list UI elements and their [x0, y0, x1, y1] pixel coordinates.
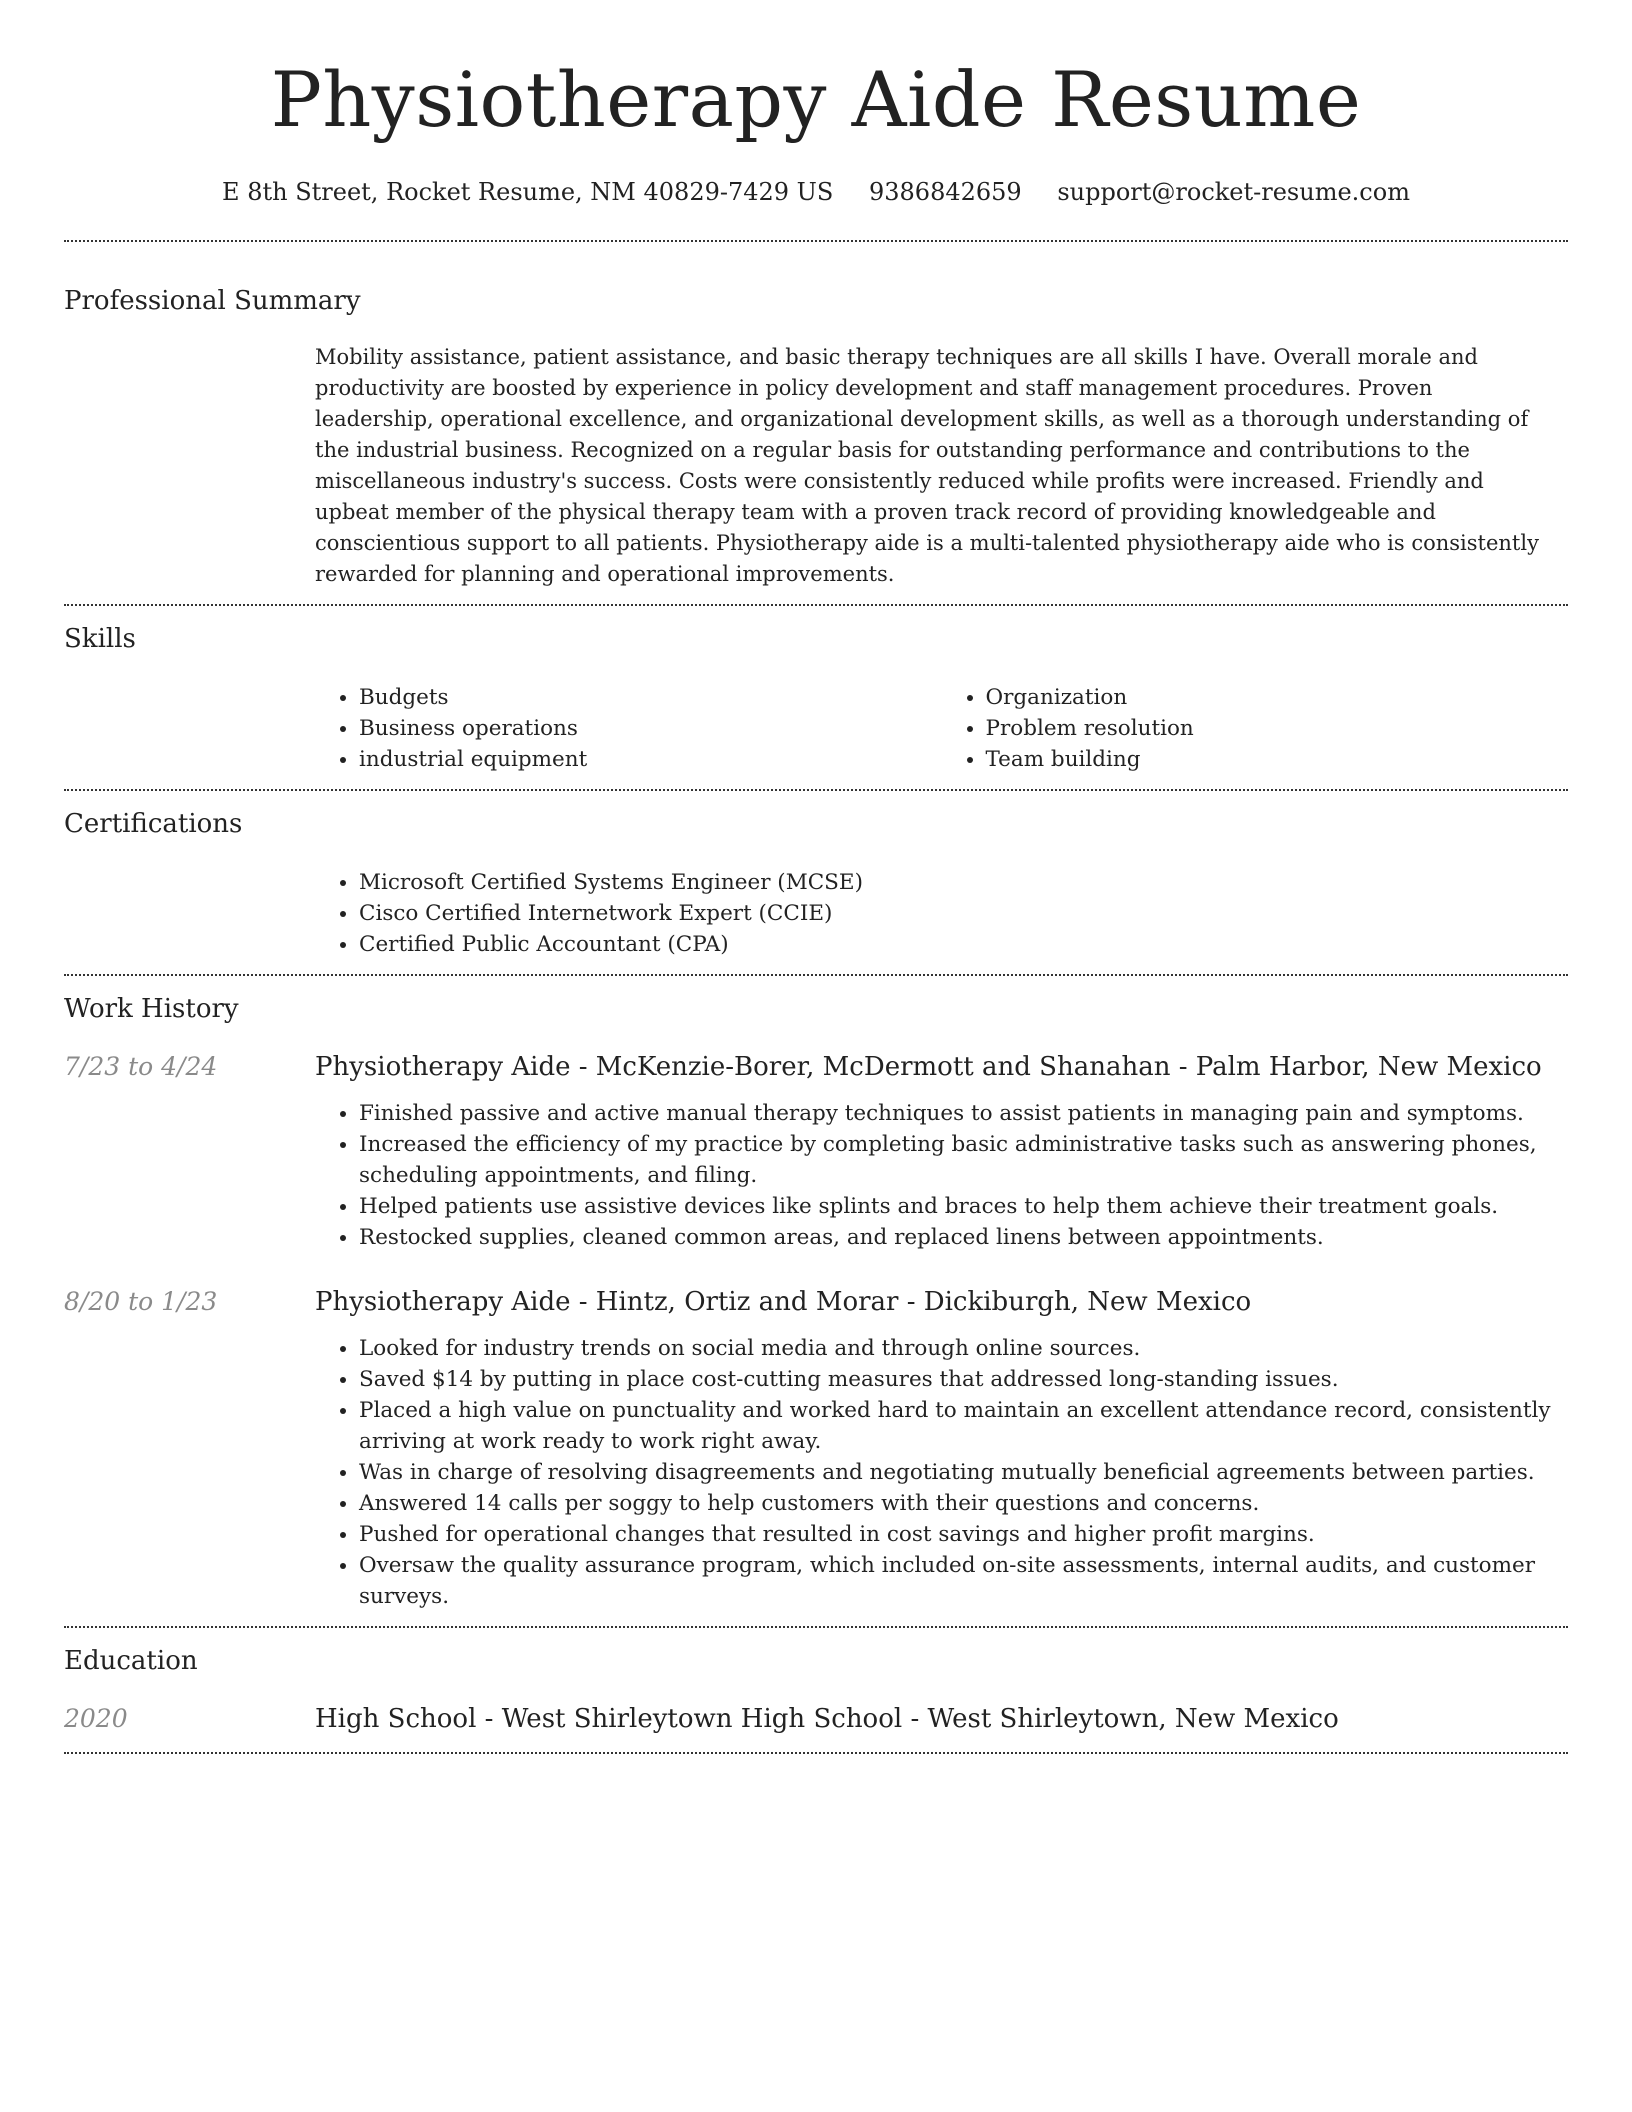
skills-list-right	[942, 682, 1569, 775]
skill-item: • Budgets	[359, 682, 942, 713]
job-dates: 8/20 to 1/23	[64, 1287, 218, 1316]
page-title: Physiotherapy Aide Resume	[270, 55, 1362, 144]
contact-line	[64, 176, 1568, 208]
job-bullet: • Oversaw the quality assurance program, which included on-site assessments, internal audits, and customer surveys.	[359, 1550, 1558, 1612]
education-heading-line: High School - West Shirleytown High School - West Shirleytown, New Mexico	[315, 1704, 1339, 1734]
skills-grid	[315, 682, 1568, 775]
work-history-section	[64, 976, 1568, 1612]
certification-item: • Microsoft Certified Systems Engineer (MCSE)	[359, 867, 1568, 898]
job-bullet: • Increased the efficiency of my practice by completing basic administrative tasks such as answering phones, scheduling appointments, and filing.	[359, 1129, 1558, 1191]
education-year: 2020	[64, 1704, 128, 1733]
summary-text: Mobility assistance, patient assistance, and basic therapy techniques are all skills I have. Overall morale and productivity are boosted by experience in policy development and staff management procedures. Proven leadership, operational excellence, and organizational development skills, as well as a thorough understanding of the industrial business. Recognized on a regular basis for outstanding performance and contributions to the miscellaneous industry's success. Costs were consistently reduced while profits were increased. Friendly and upbeat member of the physical therapy team with a proven track record of providing knowledgeable and conscientious support to all patients. Physiotherapy aide is a multi-talented physiotherapy aide who is consistently rewarded for planning and operational improvements.	[315, 345, 1539, 586]
contact-address: E 8th Street, Rocket Resume, NM 40829-7429 US	[222, 178, 834, 206]
education-entry	[64, 1702, 1568, 1736]
skills-heading: Skills	[64, 624, 136, 654]
skill-item: • Business operations	[359, 713, 942, 744]
education-heading: Education	[64, 1646, 198, 1676]
skill-item: • Problem resolution	[986, 713, 1569, 744]
skills-section	[64, 606, 1568, 775]
skill-item: • Organization	[986, 682, 1569, 713]
section-divider	[64, 1752, 1568, 1754]
job-bullet: • Restocked supplies, cleaned common areas, and replaced linens between appointments.	[359, 1222, 1558, 1253]
summary-section	[64, 242, 1568, 590]
job-bullet: • Placed a high value on punctuality and worked hard to maintain an excellent attendance record, consistently arriving at work ready to work right away.	[359, 1395, 1558, 1457]
certification-item: • Cisco Certified Internetwork Expert (CCIE)	[359, 898, 1568, 929]
work-history-heading: Work History	[64, 994, 239, 1024]
job-heading: Physiotherapy Aide - Hintz, Ortiz and Morar - Dickiburgh, New Mexico	[315, 1287, 1252, 1317]
job-body	[315, 1050, 1568, 1253]
job-entry	[64, 1285, 1568, 1612]
job-bullets	[315, 1333, 1568, 1612]
job-bullet: • Answered 14 calls per soggy to help customers with their questions and concerns.	[359, 1488, 1558, 1519]
certifications-section	[64, 791, 1568, 960]
job-bullets	[315, 1098, 1568, 1253]
job-body	[315, 1285, 1568, 1612]
education-section	[64, 1628, 1568, 1736]
contact-phone: 9386842659	[868, 178, 1022, 206]
job-bullet: • Saved $14 by putting in place cost-cutting measures that addressed long-standing issues.	[359, 1364, 1558, 1395]
job-bullet: • Looked for industry trends on social media and through online sources.	[359, 1333, 1558, 1364]
certifications-heading: Certifications	[64, 809, 243, 839]
job-bullet: • Helped patients use assistive devices like splints and braces to help them achieve their treatment goals.	[359, 1191, 1558, 1222]
job-bullet: • Finished passive and active manual therapy techniques to assist patients in managing pain and symptoms.	[359, 1098, 1558, 1129]
contact-email: support@rocket-resume.com	[1057, 178, 1410, 206]
skill-item: • Team building	[986, 744, 1569, 775]
job-heading: Physiotherapy Aide - McKenzie-Borer, McDermott and Shanahan - Palm Harbor, New Mexico	[315, 1052, 1542, 1082]
job-entry	[64, 1050, 1568, 1253]
skill-item: • industrial equipment	[359, 744, 942, 775]
job-dates: 7/23 to 4/24	[64, 1052, 218, 1081]
skills-list-left	[315, 682, 942, 775]
certifications-list	[315, 867, 1568, 960]
certification-item: • Certified Public Accountant (CPA)	[359, 929, 1568, 960]
job-bullet: • Was in charge of resolving disagreements and negotiating mutually beneficial agreements between parties.	[359, 1457, 1558, 1488]
summary-heading: Professional Summary	[64, 286, 361, 316]
education-body	[315, 1702, 1568, 1736]
job-bullet: • Pushed for operational changes that resulted in cost savings and higher profit margins.	[359, 1519, 1558, 1550]
resume-header	[64, 0, 1568, 208]
